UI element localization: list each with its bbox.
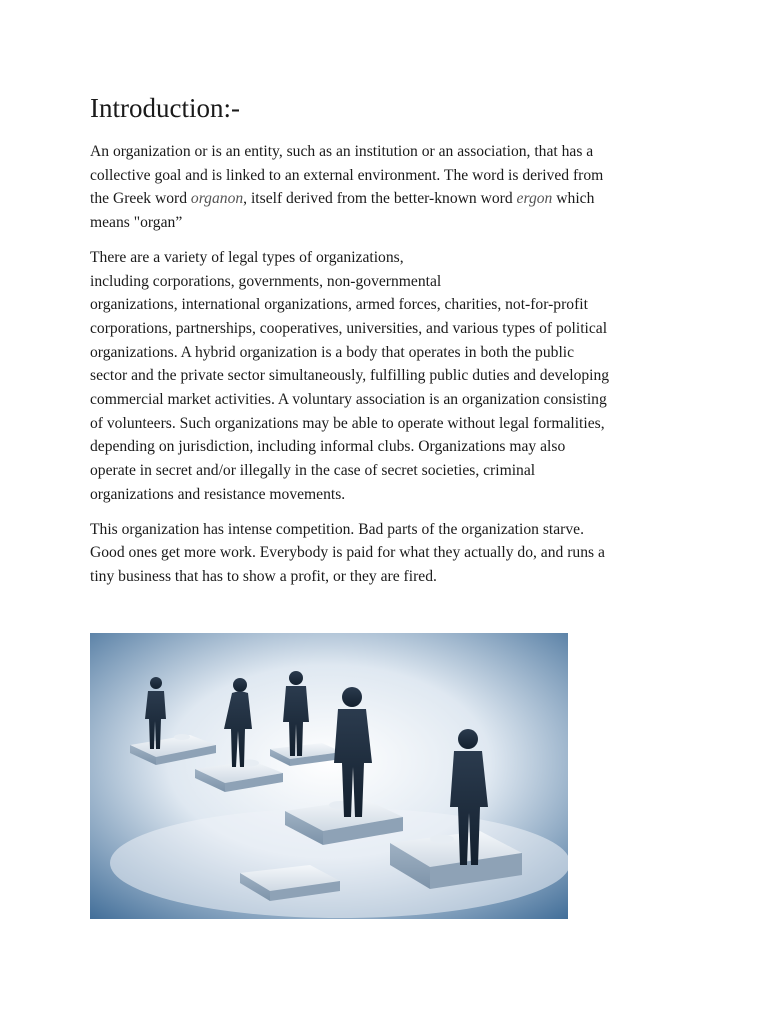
paragraph-legal-types <box>90 246 680 507</box>
text-fragment: , itself derived from the better-known word <box>243 190 517 208</box>
text-line: collective goal and is linked to an external environment. The word is derived from <box>90 166 604 184</box>
text-line: tiny business that has to show a profit, or they are fired. <box>90 567 437 585</box>
text-fragment: the Greek word <box>90 190 191 208</box>
page-title: Introduction:- <box>90 93 240 123</box>
business-people-puzzle-illustration <box>90 633 568 919</box>
text-line: including corporations, governments, non-governmental <box>90 272 442 290</box>
paragraph-definition <box>90 140 665 235</box>
paragraph-competition <box>90 518 680 589</box>
text-line: There are a variety of legal types of organizations, <box>90 248 404 266</box>
text-line: means "organ” <box>90 214 183 232</box>
term-ergon: ergon <box>516 190 553 208</box>
text-line: An organization or is an entity, such as an institution or an association, that has a <box>90 143 594 160</box>
text-fragment: which <box>552 190 595 208</box>
text-line: organizations, international organizations, armed forces, charities, not-for-profit <box>90 296 588 314</box>
document-body <box>90 92 690 600</box>
text-line: commercial market activities. A voluntary association is an organization consisting <box>90 391 607 409</box>
text-line: corporations, partnerships, cooperatives, universities, and various types of political <box>90 319 608 337</box>
text-line: of volunteers. Such organizations may be able to operate without legal formalities, <box>90 414 605 432</box>
term-organon: organon <box>190 190 244 208</box>
text-line: sector and the private sector simultaneously, fulfilling public duties and developing <box>90 367 610 385</box>
text-line: depending on jurisdiction, including informal clubs. Organizations may also <box>90 438 566 456</box>
text-line: organizations and resistance movements. <box>90 485 346 503</box>
text-line: operate in secret and/or illegally in the case of secret societies, criminal <box>90 462 536 480</box>
text-line-etymology <box>90 187 665 211</box>
text-line: Good ones get more work. Everybody is paid for what they actually do, and runs a <box>90 544 605 562</box>
text-line: This organization has intense competition. Bad parts of the organization starve. <box>90 520 584 538</box>
business-people-puzzle-image <box>90 633 568 919</box>
text-line: organizations. A hybrid organization is a body that operates in both the public <box>90 343 575 361</box>
